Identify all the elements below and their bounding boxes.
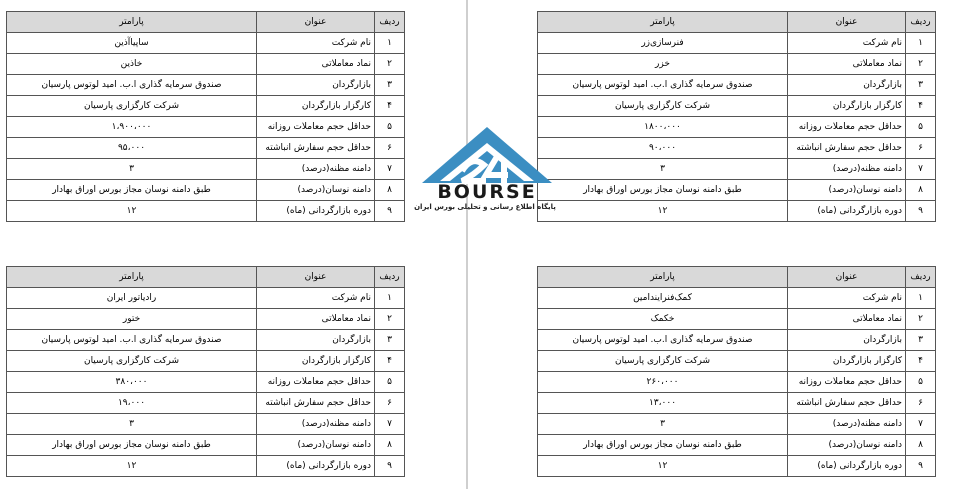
row-number-cell: ۸: [375, 435, 405, 456]
row-title-cell: نام شرکت: [788, 288, 906, 309]
header-title: عنوان: [257, 267, 375, 288]
table-row: [538, 393, 936, 414]
table-header-row: [538, 267, 936, 288]
header-parameter: پارامتر: [538, 12, 788, 33]
row-number-cell: ۲: [375, 309, 405, 330]
row-value-cell: ۳: [7, 414, 257, 435]
row-title-cell: دامنه مظنه(درصد): [257, 414, 375, 435]
logo-wordmark: BOURSE: [437, 181, 537, 203]
row-number-cell: ۸: [906, 435, 936, 456]
row-value-cell: رادیاتور ایران: [7, 288, 257, 309]
row-title-cell: دوره بازارگردانی (ماه): [788, 456, 906, 477]
row-title-cell: دوره بازارگردانی (ماه): [257, 456, 375, 477]
table-row: [538, 96, 936, 117]
row-value-cell: ۱۸۰۰،۰۰۰: [538, 117, 788, 138]
table-row: [7, 180, 405, 201]
row-title-cell: حداقل حجم سفارش انباشته: [257, 393, 375, 414]
table-row: [538, 330, 936, 351]
row-value-cell: ساپیاآذین: [7, 33, 257, 54]
row-value-cell: صندوق سرمایه گذاری ا.ب. امید لوتوس پارسیان: [7, 75, 257, 96]
row-number-cell: ۱: [375, 288, 405, 309]
row-title-cell: نماد معاملاتی: [788, 309, 906, 330]
table-header-row: [7, 267, 405, 288]
row-value-cell: ۲۶۰،۰۰۰: [538, 372, 788, 393]
market-maker-table-1: [6, 11, 405, 222]
header-row-number: ردیف: [375, 267, 405, 288]
header-title: عنوان: [788, 12, 906, 33]
center-divider: [466, 0, 468, 489]
market-maker-table-2: [537, 11, 936, 222]
row-number-cell: ۳: [375, 75, 405, 96]
table-row: [7, 372, 405, 393]
row-number-cell: ۹: [906, 201, 936, 222]
row-value-cell: کمک‌فنرایندامین: [538, 288, 788, 309]
row-number-cell: ۴: [375, 351, 405, 372]
row-title-cell: کارگزار بازارگردان: [788, 96, 906, 117]
row-value-cell: صندوق سرمایه گذاری ا.ب. امید لوتوس پارسیان: [538, 330, 788, 351]
header-parameter: پارامتر: [538, 267, 788, 288]
row-number-cell: ۲: [906, 54, 936, 75]
row-number-cell: ۳: [906, 75, 936, 96]
row-title-cell: دامنه نوسان(درصد): [257, 435, 375, 456]
logo-tagline: پایگاه اطلاع رسانی و تحلیلی بورس ایران: [414, 203, 556, 211]
row-title-cell: دامنه نوسان(درصد): [788, 180, 906, 201]
row-value-cell: شرکت کارگزاری پارسیان: [538, 96, 788, 117]
header-row-number: ردیف: [906, 267, 936, 288]
row-number-cell: ۴: [375, 96, 405, 117]
table-row: [7, 393, 405, 414]
table-row: [538, 309, 936, 330]
row-number-cell: ۷: [375, 414, 405, 435]
table-row: [538, 435, 936, 456]
row-value-cell: ۱۲: [538, 456, 788, 477]
row-title-cell: کارگزار بازارگردان: [257, 96, 375, 117]
row-title-cell: دوره بازارگردانی (ماه): [257, 201, 375, 222]
row-value-cell: شرکت کارگزاری پارسیان: [7, 351, 257, 372]
row-title-cell: نماد معاملاتی: [257, 309, 375, 330]
table-row: [7, 54, 405, 75]
header-title: عنوان: [788, 267, 906, 288]
row-number-cell: ۱: [906, 288, 936, 309]
table-row: [7, 33, 405, 54]
table-header-row: [7, 12, 405, 33]
row-number-cell: ۵: [906, 117, 936, 138]
row-number-cell: ۲: [906, 309, 936, 330]
table-row: [538, 351, 936, 372]
row-value-cell: ۳: [538, 159, 788, 180]
table-header-row: [538, 12, 936, 33]
row-number-cell: ۹: [906, 456, 936, 477]
row-title-cell: حداقل حجم معاملات روزانه: [257, 372, 375, 393]
header-row-number: ردیف: [906, 12, 936, 33]
row-value-cell: فنرسازی‌زر: [538, 33, 788, 54]
table-row: [7, 309, 405, 330]
row-number-cell: ۷: [906, 414, 936, 435]
row-value-cell: طبق دامنه نوسان مجاز بورس اوراق بهادار: [538, 180, 788, 201]
row-value-cell: طبق دامنه نوسان مجاز بورس اوراق بهادار: [538, 435, 788, 456]
table-row: [7, 96, 405, 117]
table-row: [538, 54, 936, 75]
table-row: [7, 75, 405, 96]
table-row: [7, 414, 405, 435]
row-value-cell: ۳: [7, 159, 257, 180]
row-title-cell: بازارگردان: [257, 330, 375, 351]
row-value-cell: ۱۲: [7, 201, 257, 222]
row-number-cell: ۵: [375, 372, 405, 393]
row-value-cell: ۱۹،۰۰۰: [7, 393, 257, 414]
market-maker-table-4: [537, 266, 936, 477]
row-title-cell: دامنه مظنه(درصد): [788, 159, 906, 180]
table-row: [538, 159, 936, 180]
row-number-cell: ۵: [906, 372, 936, 393]
table-row: [538, 456, 936, 477]
row-value-cell: ۱،۹۰۰،۰۰۰: [7, 117, 257, 138]
row-title-cell: نام شرکت: [788, 33, 906, 54]
table-row: [7, 288, 405, 309]
row-value-cell: ختور: [7, 309, 257, 330]
table-row: [7, 351, 405, 372]
row-value-cell: ۳۸۰،۰۰۰: [7, 372, 257, 393]
header-parameter: پارامتر: [7, 12, 257, 33]
row-number-cell: ۵: [375, 117, 405, 138]
row-value-cell: طبق دامنه نوسان مجاز بورس اوراق بهادار: [7, 435, 257, 456]
row-number-cell: ۸: [906, 180, 936, 201]
row-title-cell: دوره بازارگردانی (ماه): [788, 201, 906, 222]
table-row: [538, 180, 936, 201]
row-number-cell: ۴: [906, 96, 936, 117]
row-value-cell: شرکت کارگزاری پارسیان: [7, 96, 257, 117]
row-value-cell: ۹۵،۰۰۰: [7, 138, 257, 159]
row-number-cell: ۷: [906, 159, 936, 180]
row-number-cell: ۶: [375, 138, 405, 159]
row-title-cell: نام شرکت: [257, 288, 375, 309]
table-row: [538, 138, 936, 159]
table-row: [7, 201, 405, 222]
row-value-cell: ۱۲: [7, 456, 257, 477]
table-row: [7, 456, 405, 477]
row-title-cell: کارگزار بازارگردان: [788, 351, 906, 372]
row-value-cell: خزر: [538, 54, 788, 75]
row-number-cell: ۸: [375, 180, 405, 201]
row-number-cell: ۶: [906, 138, 936, 159]
row-title-cell: حداقل حجم معاملات روزانه: [788, 117, 906, 138]
table-row: [538, 33, 936, 54]
row-value-cell: صندوق سرمایه گذاری ا.ب. امید لوتوس پارسیان: [538, 75, 788, 96]
row-number-cell: ۴: [906, 351, 936, 372]
row-value-cell: ۹۰،۰۰۰: [538, 138, 788, 159]
table-row: [7, 117, 405, 138]
row-number-cell: ۷: [375, 159, 405, 180]
row-title-cell: حداقل حجم معاملات روزانه: [257, 117, 375, 138]
row-number-cell: ۹: [375, 201, 405, 222]
row-title-cell: حداقل حجم معاملات روزانه: [788, 372, 906, 393]
row-title-cell: دامنه نوسان(درصد): [257, 180, 375, 201]
table-row: [538, 117, 936, 138]
table-row: [7, 159, 405, 180]
row-value-cell: خاذین: [7, 54, 257, 75]
row-title-cell: کارگزار بازارگردان: [257, 351, 375, 372]
table-row: [538, 372, 936, 393]
row-title-cell: حداقل حجم سفارش انباشته: [788, 138, 906, 159]
row-title-cell: نماد معاملاتی: [257, 54, 375, 75]
table-row: [7, 435, 405, 456]
table-row: [538, 288, 936, 309]
table-row: [7, 330, 405, 351]
row-number-cell: ۹: [375, 456, 405, 477]
row-number-cell: ۱: [906, 33, 936, 54]
row-title-cell: دامنه مظنه(درصد): [788, 414, 906, 435]
header-parameter: پارامتر: [7, 267, 257, 288]
table-row: [7, 138, 405, 159]
table-row: [538, 75, 936, 96]
header-row-number: ردیف: [375, 12, 405, 33]
row-title-cell: بازارگردان: [257, 75, 375, 96]
row-value-cell: ۱۳،۰۰۰: [538, 393, 788, 414]
table-row: [538, 414, 936, 435]
row-number-cell: ۶: [375, 393, 405, 414]
row-value-cell: شرکت کارگزاری پارسیان: [538, 351, 788, 372]
row-title-cell: حداقل حجم سفارش انباشته: [257, 138, 375, 159]
row-value-cell: طبق دامنه نوسان مجاز بورس اوراق بهادار: [7, 180, 257, 201]
row-title-cell: نام شرکت: [257, 33, 375, 54]
market-maker-table-3: [6, 266, 405, 477]
row-number-cell: ۳: [375, 330, 405, 351]
row-title-cell: بازارگردان: [788, 330, 906, 351]
row-title-cell: نماد معاملاتی: [788, 54, 906, 75]
row-value-cell: صندوق سرمایه گذاری ا.ب. امید لوتوس پارسیان: [7, 330, 257, 351]
table-row: [538, 201, 936, 222]
row-title-cell: دامنه نوسان(درصد): [788, 435, 906, 456]
row-title-cell: بازارگردان: [788, 75, 906, 96]
header-title: عنوان: [257, 12, 375, 33]
row-value-cell: ۳: [538, 414, 788, 435]
row-title-cell: حداقل حجم سفارش انباشته: [788, 393, 906, 414]
row-value-cell: خکمک: [538, 309, 788, 330]
row-value-cell: ۱۲: [538, 201, 788, 222]
row-title-cell: دامنه مظنه(درصد): [257, 159, 375, 180]
row-number-cell: ۳: [906, 330, 936, 351]
row-number-cell: ۲: [375, 54, 405, 75]
row-number-cell: ۶: [906, 393, 936, 414]
row-number-cell: ۱: [375, 33, 405, 54]
